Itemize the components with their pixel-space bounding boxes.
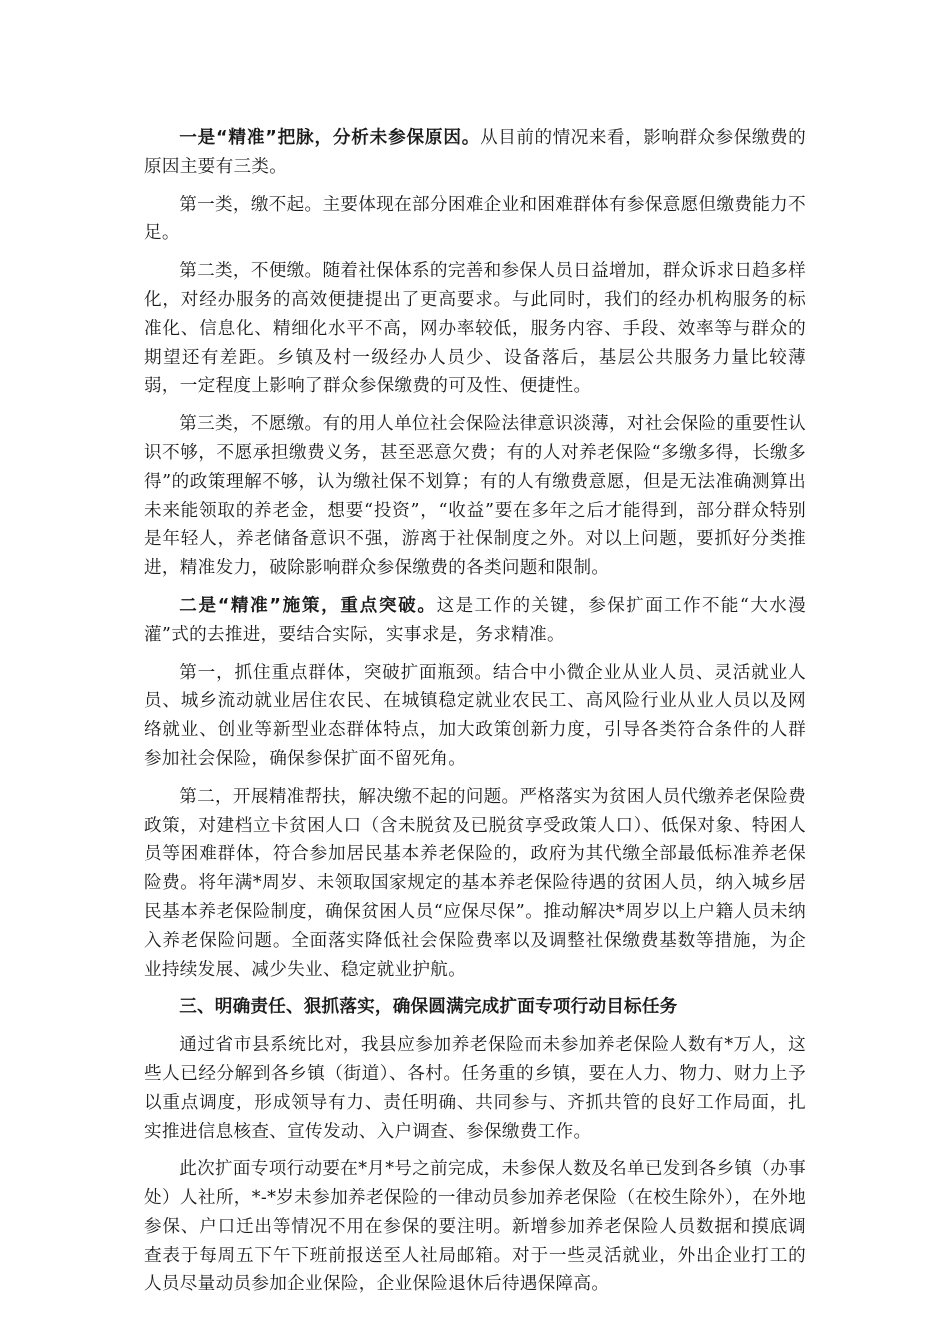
section-heading-3: 三、明确责任、狠抓落实，确保圆满完成扩面专项行动目标任务 bbox=[179, 997, 678, 1018]
paragraph-text-2: 这是工作的关键，参保扩面工作不能“大水漫灌”式的去推进，要结合实际，实事求是，务求精准。 bbox=[144, 595, 806, 645]
paragraph-lead-2: 二是“精准”施策，重点突破。 bbox=[179, 595, 437, 616]
paragraph-category-3: 第三类，不愿缴。有的用人单位社会保险法律意识淡薄，对社会保险的重要性认识不够，不愿承担缴费义务，甚至恶意欠费；有的人对养老保险“多缴多得，长缴多得”的政策理解不够，认为缴社保不划算；有的人有缴费意愿，但是无法准确测算出未来能领取的养老金，想要“投资”，“收益”要在多年之后才能得到，部分群众特别是年轻人，养老储备意识不强，游离于社保制度之外。对以上问题，要抓好分类推进，精准发力，破除影响群众参保缴费的各类问题和限制。 bbox=[144, 414, 806, 579]
paragraph-lead-1: 一是“精准”把脉，分析未参保原因。 bbox=[179, 128, 481, 148]
paragraph-category-1: 第一类，缴不起。主要体现在部分困难企业和困难群体有参保意愿但缴费能力不足。 bbox=[144, 194, 806, 244]
paragraph-key-groups: 第一，抓住重点群体，突破扩面瓶颈。结合中小微企业从业人员、灵活就业人员、城乡流动就业居住农民、在城镇稳定就业农民工、高风险行业从业人员以及网络就业、创业等新型业态群体特点，加大政策创新力度，引导各类符合条件的人群参加社会保险，确保参保扩面不留死角。 bbox=[144, 662, 806, 769]
paragraph-text-1: 从目前的情况来看，影响群众参保缴费的原因主要有三类。 bbox=[144, 128, 807, 177]
paragraph-category-2: 第二类，不便缴。随着社保体系的完善和参保人员日益增加，群众诉求日趋多样化，对经办服务的高效便捷提出了更高要求。与此同时，我们的经办机构服务的标准化、信息化、精细化水平不高，网办率较低，服务内容、手段、效率等与群众的期望还有差距。乡镇及村一级经办人员少、设备落后，基层公共服务力量比较薄弱，一定程度上影响了群众参保缴费的可及性、便捷性。 bbox=[144, 261, 806, 397]
document-page bbox=[144, 124, 806, 1299]
paragraph-system-comparison: 通过省市县系统比对，我县应参加养老保险而未参加养老保险人数有*万人，这些人已经分解到各乡镇（街道）、各村。任务重的乡镇，要在人力、物力、财力上予以重点调度，形成领导有力、责任明确、共同参与、齐抓共管的良好工作局面，扎实推进信息核查、宣传发动、入户调查、参保缴费工作。 bbox=[144, 1035, 806, 1142]
paragraph-precise-diagnosis bbox=[144, 124, 806, 182]
paragraph-precise-policy bbox=[144, 592, 806, 650]
paragraph-campaign-deadline: 此次扩面专项行动要在*月*号之前完成，未参保人数及名单已发到各乡镇（办事处）人社所，*-*岁未参加养老保险的一律动员参加养老保险（在校生除外），在外地参保、户口迁出等情况不用在参保的要注明。新增参加养老保险人员数据和摸底调查表于每周五下午下班前报送至人社局邮箱。对于一些灵活就业，外出企业打工的人员尽量动员参加企业保险，企业保险退休后待遇保障高。 bbox=[144, 1159, 806, 1295]
paragraph-targeted-assistance: 第二，开展精准帮扶，解决缴不起的问题。严格落实为贫困人员代缴养老保险费政策，对建档立卡贫困人口（含未脱贫及已脱贫享受政策人口）、低保对象、特困人员等困难群体，符合参加居民基本养老保险的，政府为其代缴全部最低标准养老保险费。将年满*周岁、未领取国家规定的基本养老保险待遇的贫困人员，纳入城乡居民基本养老保险制度，确保贫困人员“应保尽保”。推动解决*周岁以上户籍人员未纳入养老保险问题。全面落实降低社会保险费率以及调整社保缴费基数等措施，为企业持续发展、减少失业、稳定就业护航。 bbox=[144, 786, 806, 980]
